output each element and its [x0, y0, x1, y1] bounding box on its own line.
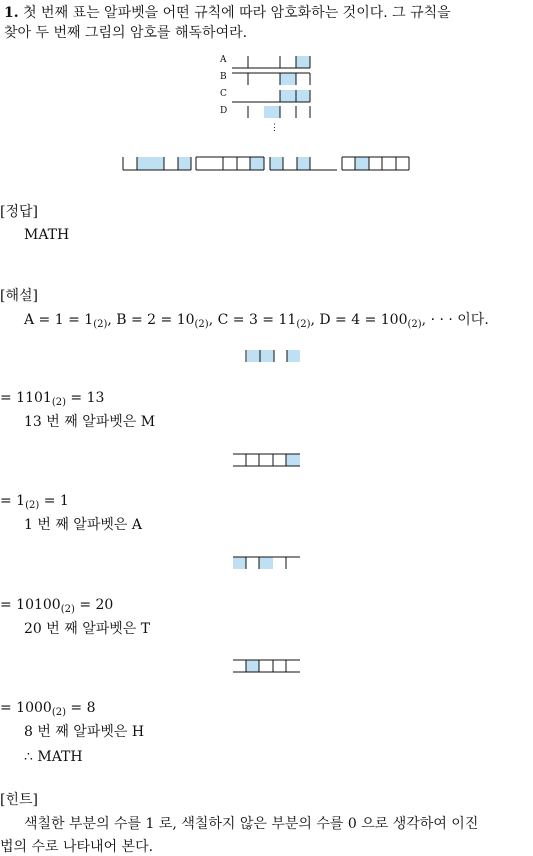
- hint-line-1: 색칠한 부분의 수를 1 로, 색칠하지 않은 부분의 수를 0 으로 생각하여 이진: [24, 816, 479, 832]
- row-d: [220, 106, 310, 118]
- cipher-group-1: [123, 157, 191, 170]
- explanation-intro: $A = 1 = 1_{(2)}$, $B = 2 = 10_{(2)}$, $C = 3 = 11_{(2)}$, $D = 4 = 100_{(2)}$, · · · 이다.: [24, 312, 489, 330]
- cipher-figure: [122, 156, 412, 172]
- cipher-group-2-copy: [232, 452, 302, 468]
- label-b: B: [220, 72, 227, 82]
- label-d: D: [220, 106, 228, 116]
- explanation-heading: [해설]: [0, 288, 38, 304]
- step-4-equation: = $1000_{(2)} = 8$: [0, 700, 96, 718]
- cipher-group-1-copy: [245, 349, 303, 363]
- cipher-group-4: [342, 157, 409, 170]
- encoding-table-figure: [218, 52, 318, 136]
- step-1-equation: = $1101_{(2)} = 13$: [0, 390, 105, 408]
- cipher-group-4-copy: [232, 658, 302, 674]
- problem-line-2: 찾아 두 번째 그림의 암호를 해독하여라.: [4, 25, 248, 41]
- step-3-text: 20 번 째 알파벳은 T: [24, 621, 151, 637]
- answer-value: MATH: [24, 227, 70, 243]
- step-3-equation: = $10100_{(2)} = 20$: [0, 597, 114, 615]
- cipher-group-3-copy: [232, 555, 302, 571]
- step-1-text: 13 번 째 알파벳은 M: [24, 414, 156, 430]
- problem-text-1: 첫 번째 표는 알파벳을 어떤 규칙에 따라 암호화하는 것이다. 그 규칙을: [23, 5, 451, 21]
- continuation-dots: ⋮: [270, 123, 279, 133]
- cipher-group-3: [270, 157, 337, 170]
- answer-heading: [정답]: [0, 204, 38, 220]
- hint-line-2: 법의 수로 나타내어 본다.: [0, 839, 154, 855]
- problem-line-1: [4, 4, 451, 22]
- label-c: C: [220, 89, 227, 99]
- row-a: [219, 55, 310, 68]
- problem-number: 1.: [4, 5, 19, 21]
- step-2-text: 1 번 째 알파벳은 A: [24, 517, 142, 533]
- step-2-equation: = $1_{(2)} = 1$: [0, 493, 69, 511]
- step-4-text: 8 번 째 알파벳은 H: [24, 724, 145, 740]
- hint-heading: [힌트]: [0, 792, 38, 808]
- conclusion: ∴ MATH: [24, 749, 83, 765]
- label-a: A: [220, 55, 227, 65]
- cipher-group-2: [196, 157, 264, 170]
- row-b: [220, 72, 310, 85]
- row-c: [220, 89, 310, 102]
